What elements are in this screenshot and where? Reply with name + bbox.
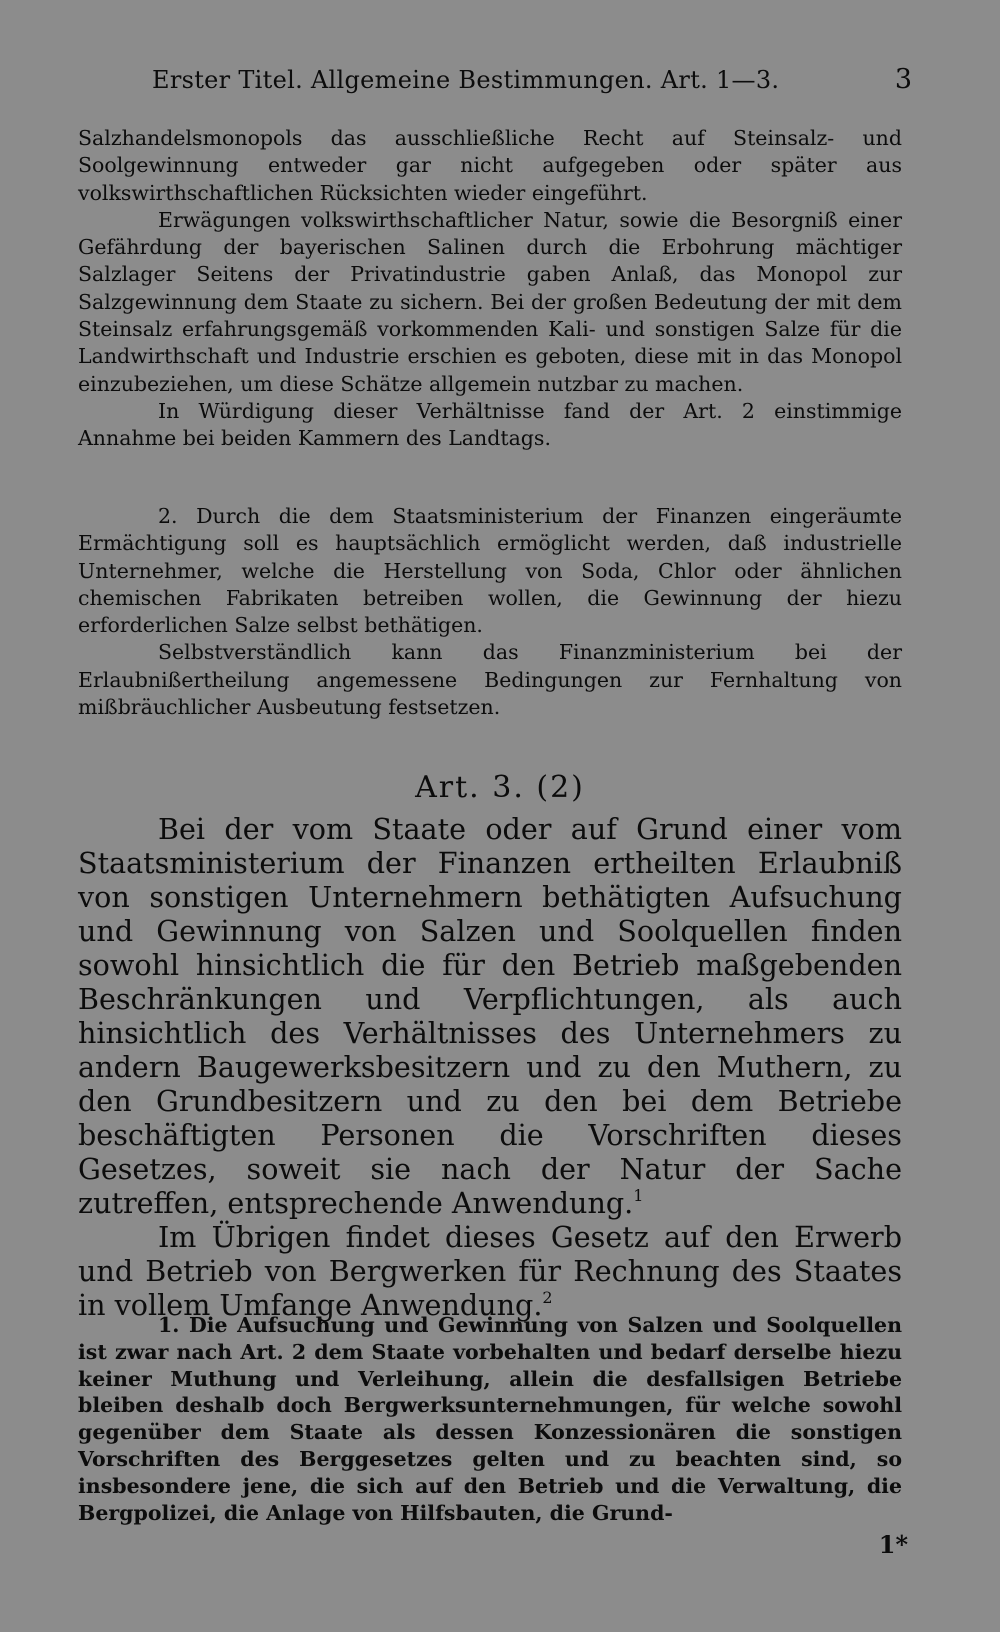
article-text <box>78 812 902 1322</box>
article-paragraph-2-text: Im Übrigen findet dieses Gesetz auf den Erwerb und Betrieb von Bergwerken für Rechnung des Staates in vollem Umfange Anwendung. <box>78 1220 902 1322</box>
commentary-block-bottom <box>78 1312 902 1526</box>
article-paragraph-1-text: Bei der vom Staate oder auf Grund einer vom Staatsministerium der Finanzen ertheilten Erlaubniß von sonstigen Unternehmern bethätigten Aufsuchung und Gewinnung von Salzen und Soolquellen finden sowohl hinsichtlich die für den Betrieb maßgebenden Beschränkungen und Verpflichtungen, als auch hinsichtlich des Verhältnisses des Unternehmers zu andern Baugewerksbesitzern und zu den Muthern, zu den Grundbesitzern und zu den bei dem Betriebe beschäftigten Personen die Vorschriften dieses Gesetzes, soweit sie nach der Natur der Sache zutreffen, entsprechende Anwendung. <box>78 812 902 1220</box>
article-paragraph-2 <box>78 1220 902 1322</box>
article-paragraph-1 <box>78 812 902 1220</box>
commentary-paragraph-appreciation: In Würdigung dieser Verhältnisse fand der Art. 2 einstimmige Annahme bei beiden Kammern des Landtags. <box>78 398 902 451</box>
commentary-block-note-2 <box>78 503 902 721</box>
commentary-paragraph-ministry: Selbstverständlich kann das Finanzministerium bei der Erlaubnißertheilung angemessene Bedingungen zur Fernhaltung von mißbräuchlicher Ausbeutung festsetzen. <box>78 640 902 720</box>
page-number: 3 <box>894 64 912 95</box>
page-header <box>152 62 912 98</box>
footnote-marker: 2 <box>542 1288 553 1307</box>
commentary-block-top <box>78 125 902 453</box>
commentary-paragraph-bottom: 1. Die Aufsuchung und Gewinnung von Salzen und Soolquellen ist zwar nach Art. 2 dem Staate vorbehalten und bedarf derselbe hiezu keiner Muthung und Verleihung, allein die desfallsigen Betriebe bleiben deshalb doch Bergwerksunternehmungen, für welche sowohl gegenüber dem Staate als dessen Konzessionären die sonstigen Vorschriften des Berggesetzes gelten und zu beachten sind, so insbesondere jene, die sich auf den Betrieb und die Verwaltung, die Bergpolizei, die Anlage von Hilfsbauten, die Grund- <box>78 1313 902 1525</box>
commentary-paragraph-authorization: 2. Durch die dem Staatsministerium der Finanzen eingeräumte Ermächtigung soll es hauptsächlich ermöglicht werden, daß industrielle Unternehmer, welche die Herstellung von Soda, Chlor oder ähnlichen chemischen Fabrikaten betreiben wollen, die Gewinnung der hiezu erforderlichen Salze selbst bethätigen. <box>78 504 902 638</box>
running-title: Erster Titel. Allgemeine Bestimmungen. Art. 1—3. <box>152 66 780 94</box>
printer-signature-mark: 1* <box>878 1530 908 1559</box>
footnote-marker: 1 <box>633 1186 644 1205</box>
commentary-paragraph-considerations: Erwägungen volkswirthschaftlicher Natur, sowie die Besorgniß einer Gefährdung der bayerischen Salinen durch die Erbohrung mächtiger Salzlager Seitens der Privatindustrie gaben Anlaß, das Monopol zur Salzgewinnung dem Staate zu sichern. Bei der großen Bedeutung der mit dem Steinsalz erfahrungsgemäß vorkommenden Kali- und sonstigen Salze für die Landwirthschaft und Industrie erschien es geboten, diese mit in das Monopol einzubeziehen, um diese Schätze allgemein nutzbar zu machen. <box>78 207 902 396</box>
article-heading: Art. 3. (2) <box>415 770 585 805</box>
commentary-continuation: Salzhandelsmonopols das ausschließliche Recht auf Steinsalz- und Soolgewinnung entweder gar nicht aufgegeben oder später aus volkswirthschaftlichen Rücksichten wieder eingeführt. <box>78 126 902 205</box>
